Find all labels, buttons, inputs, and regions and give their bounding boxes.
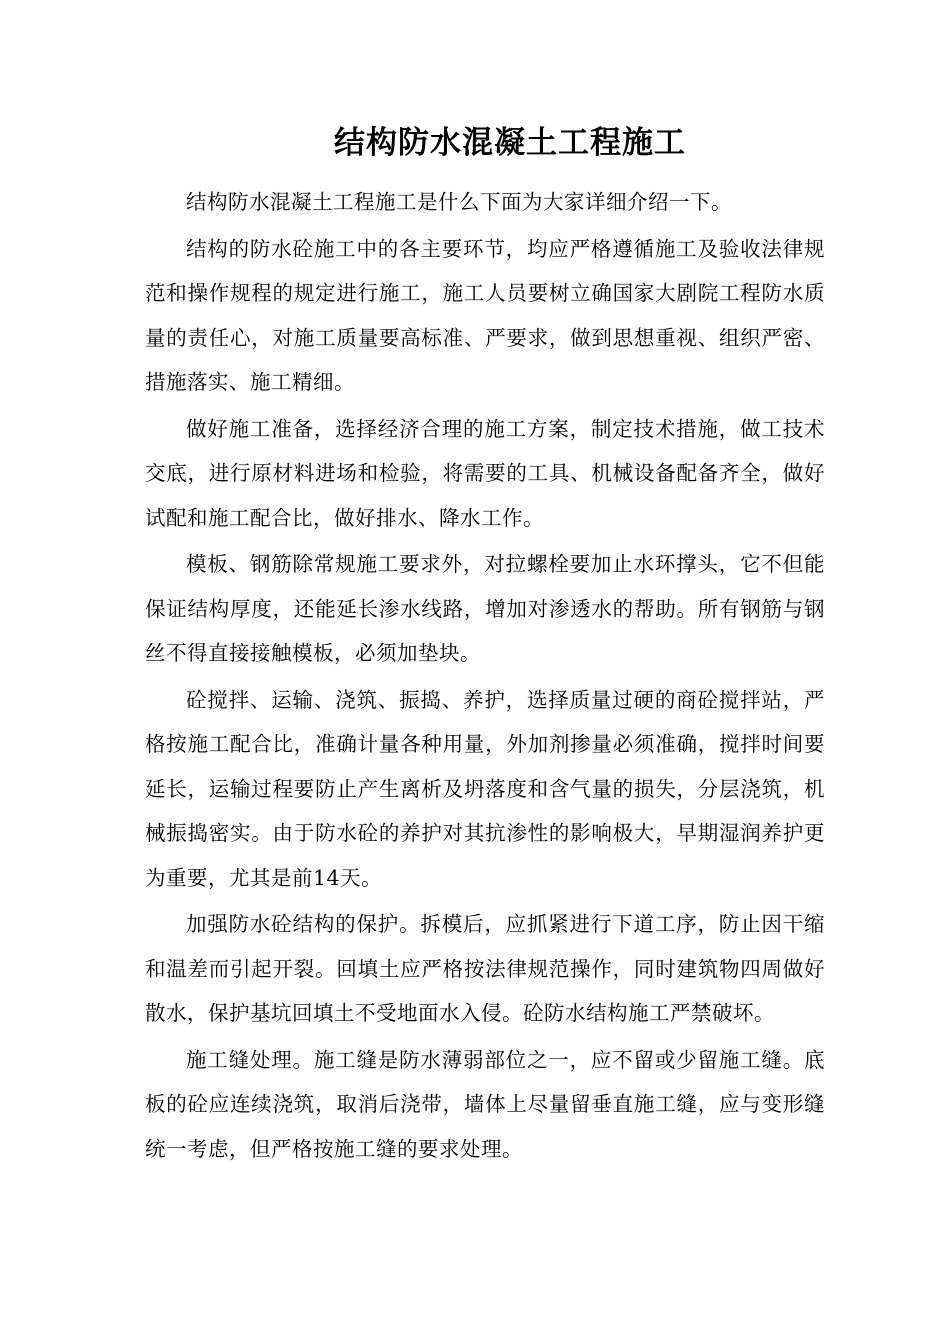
- paragraph-protection: 加强防水砼结构的保护。拆模后，应抓紧进行下道工序，防止因干缩和温差而引起开裂。回填土应严格按法律规范操作，同时建筑物四周做好散水，保护基坑回填土不受地面水入侵。砼防水结构施工严禁破坏。: [145, 912, 825, 1025]
- document-title: 结构防水混凝土工程施工: [334, 125, 686, 161]
- document-body: [145, 180, 825, 1173]
- paragraph-concrete: 砼搅拌、运输、浇筑、振捣、养护，选择质量过硬的商砼搅拌站，严格按施工配合比，准确计量各种用量，外加剂掺量必须准确，搅拌时间要延长，运输过程要防止产生离析及坍落度和含气量的损失，分层浇筑，机械振捣密实。由于防水砼的养护对其抗渗性的影响极大，早期湿润养护更为重要，尤其是前14天。: [145, 687, 825, 890]
- paragraph-overview: 结构的防水砼施工中的各主要环节，均应严格遵循施工及验收法律规范和操作规程的规定进行施工，施工人员要树立确国家大剧院工程防水质量的责任心，对施工质量要高标准、严要求，做到思想重视、组织严密、措施落实、施工精细。: [145, 236, 825, 394]
- paragraph-intro: 结构防水混凝土工程施工是什么下面为大家详细介绍一下。: [186, 190, 732, 214]
- paragraph-preparation: 做好施工准备，选择经济合理的施工方案，制定技术措施，做工技术交底，进行原材料进场和检验，将需要的工具、机械设备配备齐全，做好试配和施工配合比，做好排水、降水工作。: [145, 416, 825, 530]
- paragraph-joints: 施工缝处理。施工缝是防水薄弱部位之一，应不留或少留施工缝。底板的砼应连续浇筑，取消后浇带，墙体上尽量留垂直施工缝，应与变形缝统一考虑，但严格按施工缝的要求处理。: [145, 1047, 825, 1161]
- paragraph-formwork: 模板、钢筋除常规施工要求外，对拉螺栓要加止水环撑头，它不但能保证结构厚度，还能延长渗水线路，增加对渗透水的帮助。所有钢筋与钢丝不得直接接触模板，必须加垫块。: [145, 552, 825, 665]
